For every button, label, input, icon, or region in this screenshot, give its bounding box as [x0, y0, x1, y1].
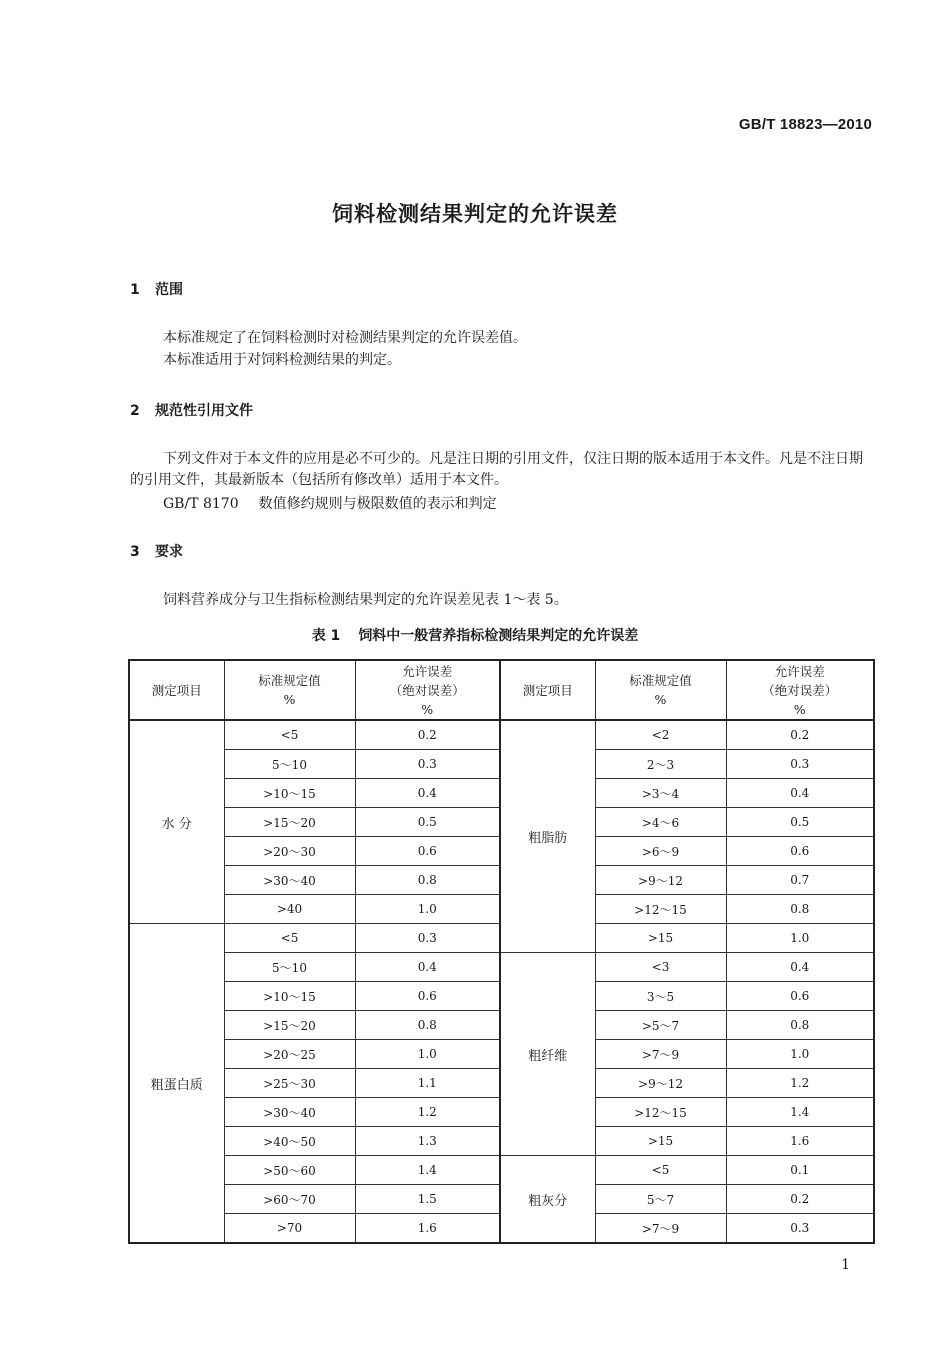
standard-value-cell: >15～20	[224, 1011, 355, 1040]
section-3-heading	[130, 541, 183, 561]
allowed-error-cell: 1.3	[355, 1127, 500, 1156]
allowed-error-cell: 0.3	[355, 924, 500, 953]
section-title: 范围	[155, 282, 183, 298]
standard-value-cell: >40～50	[224, 1127, 355, 1156]
section-1-heading	[130, 279, 183, 299]
allowed-error-cell: 0.4	[355, 779, 500, 808]
allowed-error-cell: 0.8	[355, 866, 500, 895]
page-title: 饲料检测结果判定的允许误差	[332, 202, 618, 226]
allowed-error-cell: 1.4	[726, 1098, 874, 1127]
allowed-error-cell: 0.4	[726, 779, 874, 808]
standard-value-cell: >60～70	[224, 1185, 355, 1214]
standard-value-cell: >15	[595, 924, 726, 953]
table-caption	[0, 625, 950, 645]
allowed-error-cell: 1.0	[726, 1040, 874, 1069]
standard-value-cell: >7～9	[595, 1214, 726, 1244]
allowed-error-cell: 1.1	[355, 1069, 500, 1098]
reference-title: 数值修约规则与极限数值的表示和判定	[258, 496, 497, 512]
standard-value-cell: >4～6	[595, 808, 726, 837]
header-allowed-error: 允许误差 （绝对误差） %	[726, 660, 874, 720]
standard-value-cell: >15	[595, 1127, 726, 1156]
standard-value-cell: <5	[224, 924, 355, 953]
allowed-error-cell: 0.5	[355, 808, 500, 837]
standard-code: GB/T 18823—2010	[738, 116, 872, 133]
section-2-heading	[130, 400, 253, 420]
header-standard-value: 标准规定值 %	[224, 660, 355, 720]
scope-paragraph-2: 本标准适用于对饲料检测结果的判定。	[163, 352, 401, 368]
standard-value-cell: >30～40	[224, 866, 355, 895]
allowed-error-cell: 0.8	[355, 1011, 500, 1040]
header-allowed-error: 允许误差 （绝对误差） %	[355, 660, 500, 720]
allowed-error-cell: 0.3	[355, 750, 500, 779]
standard-value-cell: >10～15	[224, 779, 355, 808]
standard-value-cell: >12～15	[595, 895, 726, 924]
table-title: 饲料中一般营养指标检测结果判定的允许误差	[358, 628, 639, 644]
standard-value-cell: >9～12	[595, 1069, 726, 1098]
allowed-error-cell: 0.2	[726, 1185, 874, 1214]
standard-value-cell: >15～20	[224, 808, 355, 837]
allowed-error-cell: 1.0	[726, 924, 874, 953]
standard-value-cell: >20～25	[224, 1040, 355, 1069]
measured-item-cell: 粗蛋白质	[129, 924, 224, 1244]
measured-item-cell: 粗纤维	[500, 953, 595, 1156]
standard-value-cell: 3～5	[595, 982, 726, 1011]
standard-value-cell: >40	[224, 895, 355, 924]
table-header-row	[129, 660, 874, 720]
normative-reference	[163, 493, 497, 513]
allowed-error-cell: 0.6	[726, 837, 874, 866]
standard-value-cell: <2	[595, 720, 726, 750]
header-item: 测定项目	[500, 660, 595, 720]
section-number: 2	[130, 403, 140, 419]
allowed-error-cell: 1.2	[355, 1098, 500, 1127]
standard-value-cell: <3	[595, 953, 726, 982]
allowed-error-cell: 0.2	[355, 720, 500, 750]
standard-value-cell: >10～15	[224, 982, 355, 1011]
section-number: 1	[130, 282, 140, 298]
allowed-error-cell: 0.5	[726, 808, 874, 837]
allowed-error-cell: 0.6	[726, 982, 874, 1011]
allowed-error-cell: 0.6	[355, 837, 500, 866]
standard-value-cell: >50～60	[224, 1156, 355, 1185]
allowed-error-cell: 0.4	[355, 953, 500, 982]
section-title: 要求	[155, 544, 183, 560]
standard-value-cell: >20～30	[224, 837, 355, 866]
measured-item-cell: 粗灰分	[500, 1156, 595, 1244]
allowed-error-cell: 1.5	[355, 1185, 500, 1214]
standard-value-cell: >25～30	[224, 1069, 355, 1098]
standard-value-cell: 5～10	[224, 750, 355, 779]
allowed-error-cell: 1.6	[726, 1127, 874, 1156]
standard-value-cell: >12～15	[595, 1098, 726, 1127]
standard-value-cell: 5～10	[224, 953, 355, 982]
standard-value-cell: >3～4	[595, 779, 726, 808]
reference-code: GB/T 8170	[163, 496, 239, 512]
allowed-error-cell: 0.4	[726, 953, 874, 982]
allowed-error-cell: 1.6	[355, 1214, 500, 1244]
measured-item-cell: 水 分	[129, 720, 224, 924]
allowed-error-cell: 0.3	[726, 750, 874, 779]
table-row	[129, 720, 874, 750]
scope-paragraph-1: 本标准规定了在饲料检测时对检测结果判定的允许误差值。	[163, 330, 527, 346]
standard-value-cell: >70	[224, 1214, 355, 1244]
allowed-error-cell: 0.8	[726, 1011, 874, 1040]
header-item: 测定项目	[129, 660, 224, 720]
table-row	[129, 1156, 874, 1185]
table-row	[129, 953, 874, 982]
standard-value-cell: >6～9	[595, 837, 726, 866]
standard-value-cell: 5～7	[595, 1185, 726, 1214]
allowed-error-cell: 0.8	[726, 895, 874, 924]
allowed-error-cell: 1.0	[355, 895, 500, 924]
allowed-error-cell: 0.7	[726, 866, 874, 895]
tolerance-table	[128, 659, 875, 1244]
section-number: 3	[130, 544, 140, 560]
standard-value-cell: 2～3	[595, 750, 726, 779]
standard-value-cell: <5	[595, 1156, 726, 1185]
allowed-error-cell: 0.1	[726, 1156, 874, 1185]
measured-item-cell: 粗脂肪	[500, 720, 595, 953]
standard-value-cell: >7～9	[595, 1040, 726, 1069]
standard-value-cell: >5～7	[595, 1011, 726, 1040]
page-number: 1	[841, 1257, 850, 1273]
refs-paragraph: 下列文件对于本文件的应用是必不可少的。凡是注日期的引用文件，仅注日期的版本适用于本文件。凡是不注日期的引用文件，其最新版本（包括所有修改单）适用于本文件。	[130, 451, 863, 488]
header-standard-value: 标准规定值 %	[595, 660, 726, 720]
allowed-error-cell: 1.0	[355, 1040, 500, 1069]
table-label: 表 1	[311, 628, 341, 644]
allowed-error-cell: 1.4	[355, 1156, 500, 1185]
standard-value-cell: >30～40	[224, 1098, 355, 1127]
allowed-error-cell: 0.6	[355, 982, 500, 1011]
allowed-error-cell: 0.2	[726, 720, 874, 750]
standard-value-cell: >9～12	[595, 866, 726, 895]
requirements-paragraph: 饲料营养成分与卫生指标检测结果判定的允许误差见表 1～表 5。	[163, 592, 568, 608]
allowed-error-cell: 1.2	[726, 1069, 874, 1098]
section-title: 规范性引用文件	[155, 403, 253, 419]
allowed-error-cell: 0.3	[726, 1214, 874, 1244]
standard-value-cell: <5	[224, 720, 355, 750]
